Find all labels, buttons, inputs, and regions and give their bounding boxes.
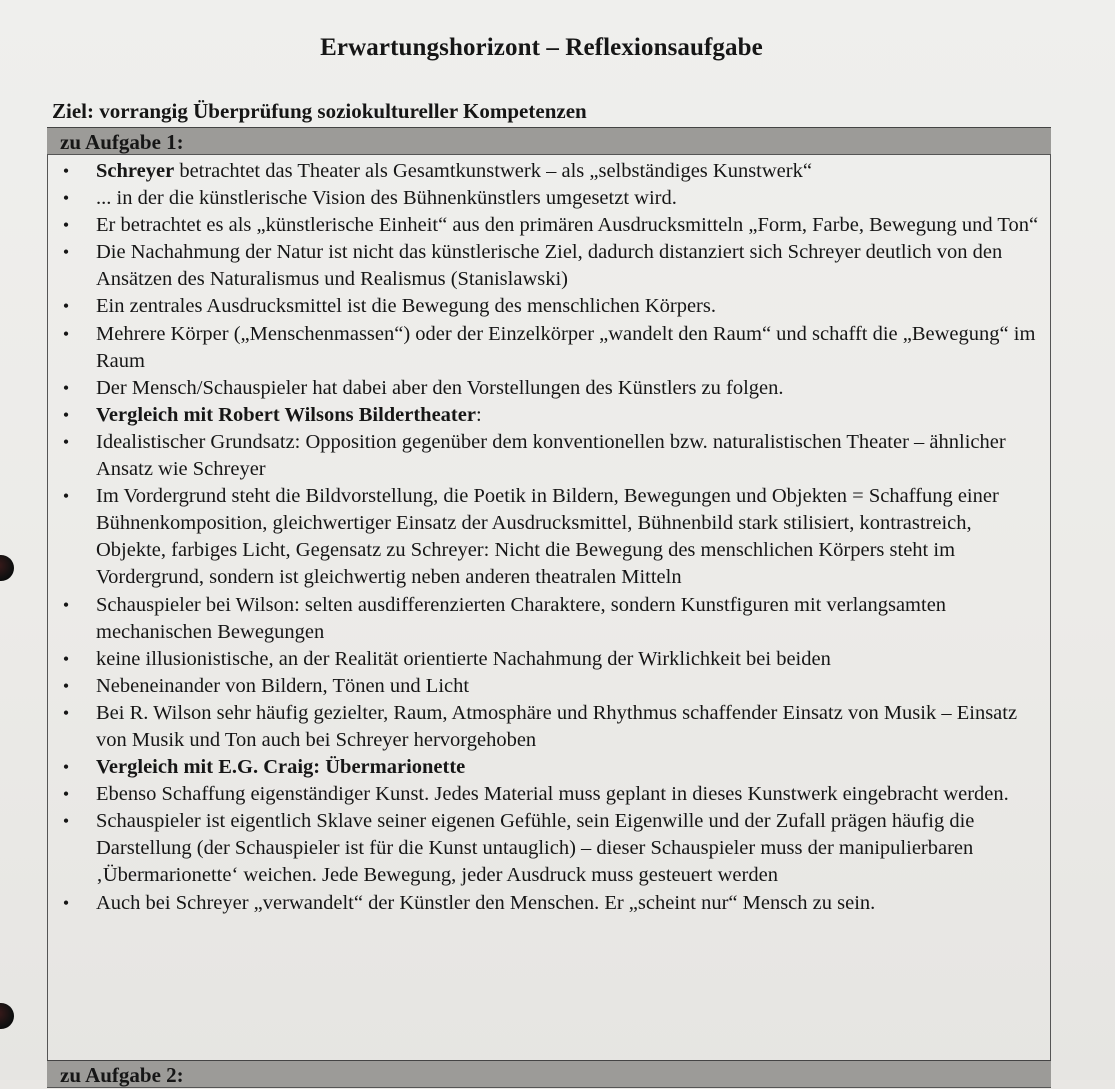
item-text: Schauspieler bei Wilson: selten ausdifferenzierten Charaktere, sondern Kunstfiguren mit verlangsamten mechanischen Bewegungen (96, 593, 947, 643)
list-item (47, 754, 1047, 781)
bullet-icon: • (62, 404, 70, 425)
list-item (47, 700, 1047, 754)
section-heading-task-1: zu Aufgabe 1: (47, 127, 1051, 155)
item-bold-text: Schreyer (96, 160, 175, 182)
list-item (47, 185, 1047, 212)
list-item (47, 890, 1047, 917)
item-bold-text: Vergleich mit E.G. Craig: Übermarionette (96, 756, 466, 779)
item-text: keine illusionistische, an der Realität orientierte Nachahmung der Wirklichkeit bei beiden (96, 647, 831, 670)
list-item (47, 673, 1047, 700)
list-item (47, 483, 1047, 591)
item-text: Ebenso Schaffung eigenständiger Kunst. Jedes Material muss geplant in dieses Kunstwerk eingebracht werden. (96, 783, 1009, 806)
bullet-icon: • (62, 675, 70, 696)
list-item (47, 321, 1047, 375)
list-item (47, 429, 1047, 483)
list-item (47, 646, 1047, 673)
item-text: Mehrere Körper („Menschenmassen“) oder der Einzelkörper „wandelt den Raum“ und schafft die „Bewegung“ im Raum (96, 322, 1036, 372)
bullet-icon: • (62, 215, 70, 236)
bullet-icon: • (62, 648, 70, 669)
list-item (47, 375, 1047, 402)
item-text: Auch bei Schreyer „verwandelt“ der Künstler den Menschen. Er „scheint nur“ Mensch zu sein. (96, 891, 876, 914)
item-text: Schauspieler ist eigentlich Sklave seiner eigenen Gefühle, sein Eigenwille und der Zufall prägen häufig die Darstellung (der Schauspieler ist für die Kunst untauglich) – dieser Schauspieler muss der manipulierbaren ‚Übermarionette‘ weichen. Jede Bewegung, jeder Ausdruck muss gesteuert werden (96, 810, 975, 887)
item-text: betrachtet das Theater als Gesamtkunstwerk – als „selbständiges Kunstwerk“ (174, 160, 812, 182)
bullet-icon: • (62, 161, 70, 181)
item-text: ... in der die künstlerische Vision des Bühnenkünstlers umgesetzt wird. (96, 187, 677, 210)
list-item (47, 808, 1047, 889)
bullet-list (47, 158, 1047, 917)
page-title: Erwartungshorizont – Reflexionsaufgabe (320, 34, 763, 61)
item-text: Die Nachahmung der Natur ist nicht das künstlerische Ziel, dadurch distanziert sich Schreyer deutlich von den Ansätzen des Naturalismus und Realismus (Stanislawski) (96, 241, 1003, 291)
bullet-icon: • (62, 594, 70, 615)
item-text: Der Mensch/Schauspieler hat dabei aber den Vorstellungen des Künstlers zu folgen. (96, 376, 784, 399)
bullet-icon: • (62, 377, 70, 398)
item-text: Im Vordergrund steht die Bildvorstellung, die Poetik in Bildern, Bewegungen und Objekten = Schaffung einer Bühnenkomposition, gleichwertiger Einsatz der Ausdrucksmittel, Bühnenbild stark stilisiert, kontrastreich, Objekte, farbiges Licht, Gegensatz zu Schreyer: Nicht die Bewegung des menschlichen Körpers steht im Vordergrund, sondern ist gleichwertig neben anderen theatralen Mitteln (96, 485, 999, 589)
list-item (47, 212, 1047, 239)
bullet-icon: • (62, 323, 70, 344)
list-item (47, 781, 1047, 808)
bullet-icon: • (62, 242, 70, 263)
bullet-icon: • (62, 892, 70, 913)
item-text: Bei R. Wilson sehr häufig gezielter, Raum, Atmosphäre und Rhythmus schaffender Einsatz von Musik – Einsatz von Musik und Ton auch bei Schreyer hervorgehoben (96, 701, 1018, 751)
list-item (47, 239, 1047, 293)
item-text: : (475, 403, 482, 426)
list-item (47, 592, 1047, 646)
bullet-icon: • (62, 296, 70, 317)
item-bold-text: Vergleich mit Robert Wilsons Bildertheater (96, 403, 476, 426)
item-text: Ein zentrales Ausdrucksmittel ist die Bewegung des menschlichen Körpers. (96, 295, 716, 318)
bullet-icon: • (62, 811, 70, 832)
goal-line: Ziel: vorrangig Überprüfung soziokultureller Kompetenzen (52, 99, 587, 123)
bullet-icon: • (62, 431, 70, 452)
item-text: Nebeneinander von Bildern, Tönen und Licht (96, 674, 470, 697)
bullet-icon: • (62, 784, 70, 805)
bullet-icon: • (62, 486, 70, 507)
bullet-icon: • (62, 757, 70, 778)
bullet-icon: • (62, 702, 70, 723)
list-item (47, 158, 1047, 185)
item-text: Er betrachtet es als „künstlerische Einheit“ aus den primären Ausdrucksmitteln „Form, Farbe, Bewegung und Ton“ (96, 214, 1039, 237)
list-item (47, 293, 1047, 320)
item-text: Idealistischer Grundsatz: Opposition gegenüber dem konventionellen bzw. naturalistischen Theater – ähnlicher Ansatz wie Schreyer (96, 430, 1006, 481)
bullet-icon: • (62, 188, 70, 209)
list-item (47, 402, 1047, 429)
section-heading-task-2: zu Aufgabe 2: (47, 1060, 1051, 1088)
